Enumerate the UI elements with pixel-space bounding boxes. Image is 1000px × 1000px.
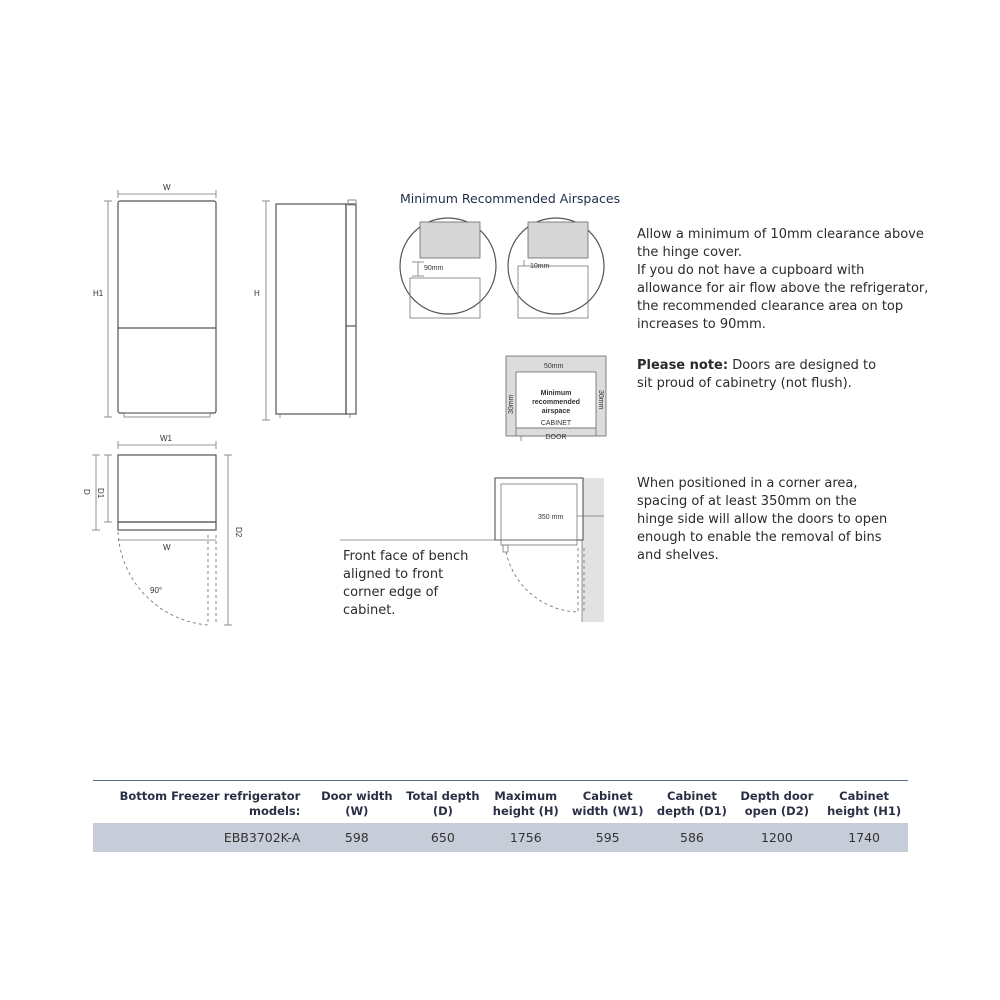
header-cabinet-width: Cabinet width (W1) — [571, 789, 644, 818]
width-label-w: W — [163, 183, 171, 192]
clearance-detail-left — [400, 218, 496, 318]
bench-line: corner edge of — [343, 585, 439, 600]
note-label: Please note: — [637, 358, 729, 373]
clearance-line: the hinge cover. — [637, 245, 743, 260]
angle-label: 90° — [150, 586, 163, 595]
depth-label-d: D — [82, 489, 91, 495]
cell-max-height: 1756 — [486, 823, 565, 852]
header-cabinet-height: Cabinet height (H1) — [827, 789, 902, 818]
corner-gap-label: 350 mm — [538, 514, 564, 521]
width-label-w-bottom: W — [163, 543, 171, 552]
clearance-90mm-label: 90mm — [424, 265, 444, 272]
bench-line: aligned to front — [343, 567, 444, 582]
dimensions-table — [93, 780, 908, 852]
width-label-w1: W1 — [160, 434, 172, 443]
airspace-line-1: Minimum — [540, 390, 572, 397]
bench-line: Front face of bench — [343, 549, 469, 564]
door-label: DOOR — [545, 434, 567, 441]
corner-line: spacing of at least 350mm on the — [637, 494, 857, 509]
cabinet-label: CABINET — [540, 420, 572, 427]
cell-cabinet-width: 595 — [565, 823, 650, 852]
top-gap-label: 50mm — [544, 363, 564, 370]
corner-line: hinge side will allow the doors to open — [637, 512, 888, 527]
cell-cabinet-height: 1740 — [820, 823, 908, 852]
header-cabinet-depth: Cabinet depth (D1) — [656, 789, 727, 818]
corner-line: and shelves. — [637, 548, 719, 563]
clearance-instructions — [637, 226, 928, 334]
airspace-line-2: recommended — [532, 399, 580, 406]
corner-instructions — [637, 475, 887, 565]
corner-line: When positioned in a corner area, — [637, 476, 858, 491]
clearance-line: Allow a minimum of 10mm clearance above — [637, 227, 924, 242]
front-view-fridge — [93, 183, 216, 417]
depth-label-d2: D2 — [234, 527, 243, 538]
side-view-fridge — [254, 200, 356, 420]
height-label-h: H — [254, 289, 260, 298]
bench-line: cabinet. — [343, 603, 396, 618]
header-depth-door-open: Depth door open (D2) — [740, 789, 814, 818]
cell-model: EBB3702K-A — [93, 823, 314, 852]
bench-alignment-note — [343, 548, 468, 620]
clearance-line: increases to 90mm. — [637, 317, 766, 332]
cell-cabinet-depth: 586 — [650, 823, 733, 852]
airspaces-title: Minimum Recommended Airspaces — [400, 191, 621, 206]
clearance-line: If you do not have a cupboard with — [637, 263, 865, 278]
side-gap-left-label: 30mm — [508, 394, 515, 414]
clearance-line: allowance for air flow above the refrigerator, — [637, 281, 929, 296]
clearance-detail-right — [508, 218, 604, 318]
table-row — [93, 823, 908, 852]
clearance-line: the recommended clearance area on top — [637, 299, 904, 314]
cell-depth-door-open: 1200 — [734, 823, 821, 852]
header-door-width: Door width (W) — [321, 789, 393, 818]
corner-line: enough to enable the removal of bins — [637, 530, 882, 545]
depth-label-d1: D1 — [96, 488, 105, 499]
cabinet-airspace-diagram — [506, 356, 606, 441]
top-view-fridge — [82, 434, 243, 625]
header-total-depth: Total depth (D) — [406, 789, 480, 818]
clearance-10mm-label: 10mm — [530, 263, 550, 270]
airspace-line-3: airspace — [541, 408, 571, 415]
header-models: Bottom Freezer refrigerator models: — [119, 789, 301, 818]
cell-door-width: 598 — [314, 823, 399, 852]
note-text-2: sit proud of cabinetry (not flush). — [637, 376, 852, 391]
note-text-1: Doors are designed to — [728, 358, 877, 373]
height-label-h1: H1 — [93, 289, 104, 298]
please-note — [637, 357, 876, 393]
header-max-height: Maximum height (H) — [492, 789, 559, 818]
side-gap-right-label: 30mm — [597, 390, 604, 410]
cell-total-depth: 650 — [399, 823, 486, 852]
table-header-row — [93, 781, 908, 824]
